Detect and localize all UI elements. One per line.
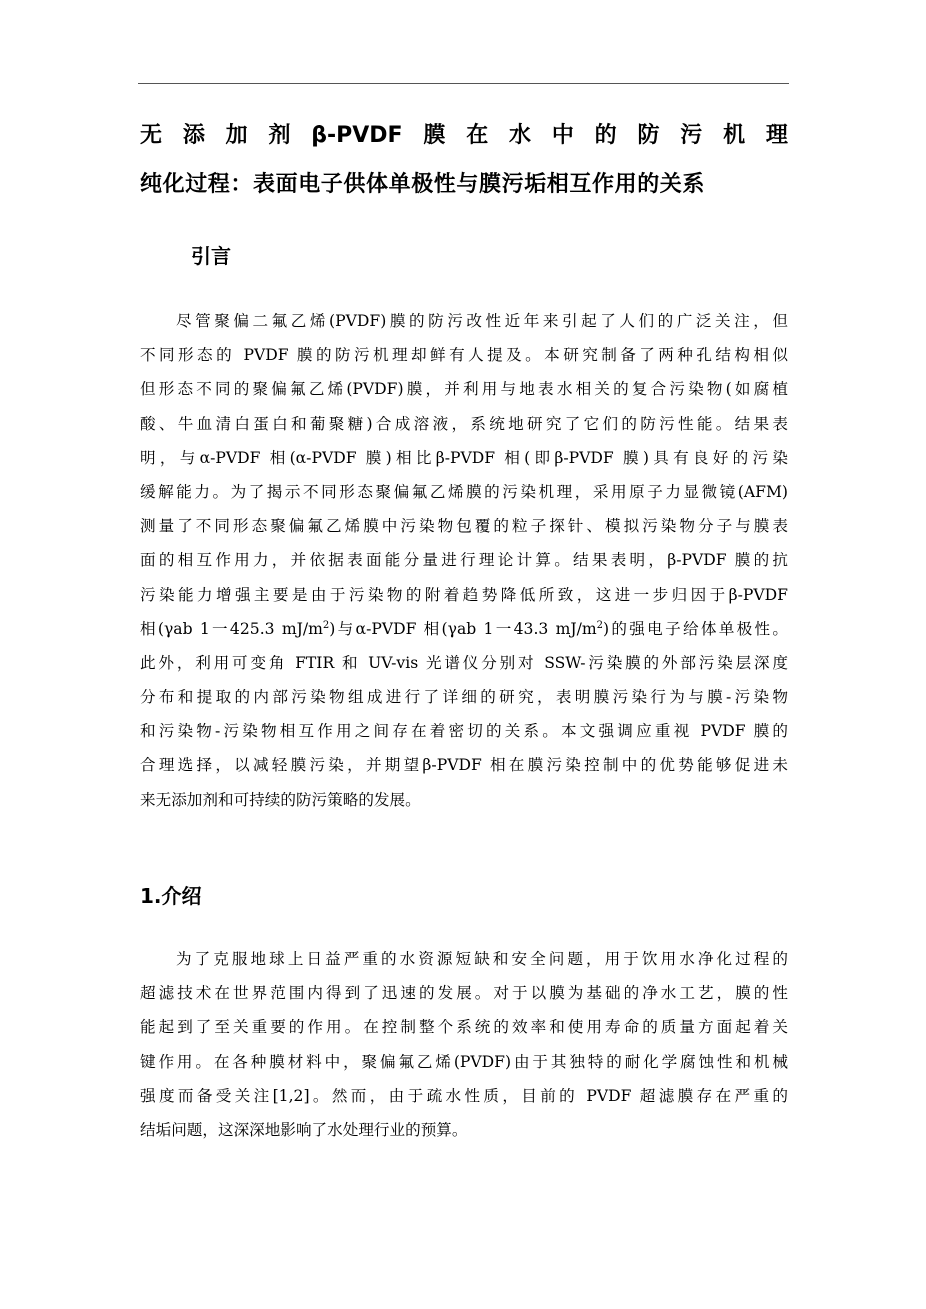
- title-word: 添: [182, 123, 205, 148]
- header-rule: [138, 83, 789, 84]
- title-word: 中: [551, 123, 574, 148]
- text-line: 来无添加剂和可持续的防污策略的发展。: [140, 790, 421, 809]
- text-line: 强度而备受关注[1,2]。然而，由于疏水性质，目前的 PVDF 超滤膜存在严重的: [140, 1086, 788, 1105]
- text-line: 此外，利用可变角 FTIR 和 UV-vis 光谱仪分别对 SSW-污染膜的外部污染层深度: [140, 653, 788, 672]
- section-heading: 1.介绍: [140, 884, 202, 908]
- text-line: 酸、牛血清白蛋白和葡聚糖)合成溶液，系统地研究了它们的防污性能。结果表: [140, 414, 788, 433]
- title-word: 剂: [268, 123, 291, 148]
- title-word: 无: [140, 123, 163, 148]
- intro-heading: 引言: [191, 244, 231, 268]
- title-word: 膜: [423, 123, 446, 148]
- text-line: 面的相互作用力，并依据表面能分量进行理论计算。结果表明，β-PVDF 膜的抗: [140, 551, 788, 570]
- text-line: 分布和提取的内部污染物组成进行了详细的研究，表明膜污染行为与膜-污染物: [140, 688, 788, 707]
- title-word: 加: [225, 123, 248, 148]
- text-line: 测量了不同形态聚偏氟乙烯膜中污染物包覆的粒子探针、模拟污染物分子与膜表: [140, 517, 788, 536]
- abstract-paragraph: [140, 304, 788, 817]
- introduction-paragraph: [140, 942, 788, 1147]
- text-line: 和污染物-污染物相互作用之间存在着密切的关系。本文强调应重视 PVDF 膜的: [140, 722, 788, 741]
- superscript: 2: [596, 619, 604, 631]
- title-word: 在: [466, 123, 489, 148]
- title-word: 理: [765, 123, 788, 148]
- superscript: 2: [322, 619, 330, 631]
- title-line-2: 纯化过程：表面电子供体单极性与膜污垢相互作用的关系: [140, 172, 706, 197]
- text-line: 能起到了至关重要的作用。在控制整个系统的效率和使用寿命的质量方面起着关: [140, 1018, 788, 1037]
- text-line: 合理选择，以减轻膜污染，并期望β-PVDF 相在膜污染控制中的优势能够促进未: [140, 756, 788, 775]
- text-line: 但形态不同的聚偏氟乙烯(PVDF)膜，并利用与地表水相关的复合污染物(如腐植: [140, 380, 788, 399]
- text-line: 缓解能力。为了揭示不同形态聚偏氟乙烯膜的污染机理，采用原子力显微镜(AFM): [140, 482, 788, 501]
- text-line: 污染能力增强主要是由于污染物的附着趋势降低所致，这进一步归因于β-PVDF: [140, 585, 788, 604]
- title-word: 的: [594, 123, 617, 148]
- text-line: 结垢问题，这深深地影响了水处理行业的预算。: [140, 1120, 468, 1139]
- title-line-1: [140, 121, 788, 151]
- title-word: 防: [637, 123, 660, 148]
- title-word: 机: [723, 123, 746, 148]
- text-run: )的强电子给体单极性。: [603, 619, 788, 638]
- text-line: 不同形态的 PVDF 膜的防污机理却鲜有人提及。本研究制备了两种孔结构相似: [140, 346, 788, 365]
- text-line: 超滤技术在世界范围内得到了迅速的发展。对于以膜为基础的净水工艺，膜的性: [140, 984, 788, 1003]
- text-line-with-superscript: [140, 612, 788, 646]
- text-line: 为了克服地球上日益严重的水资源短缺和安全问题，用于饮用水净化过程的: [176, 950, 788, 968]
- text-run: )与α-PVDF 相(γab 1一43.3 mJ/m: [329, 619, 597, 638]
- title-word: 水: [509, 123, 532, 148]
- text-line: 键作用。在各种膜材料中，聚偏氟乙烯(PVDF)由于其独特的耐化学腐蚀性和机械: [140, 1052, 788, 1071]
- title-word: 污: [680, 123, 703, 148]
- title-word: β-PVDF: [311, 123, 403, 148]
- text-line: 尽管聚偏二氟乙烯(PVDF)膜的防污改性近年来引起了人们的广泛关注，但: [176, 312, 788, 330]
- text-line: 明，与α-PVDF 相(α-PVDF 膜)相比β-PVDF 相(即β-PVDF 膜)具有良好的污染: [140, 448, 788, 467]
- text-run: 相(γab 1一425.3 mJ/m: [140, 619, 323, 638]
